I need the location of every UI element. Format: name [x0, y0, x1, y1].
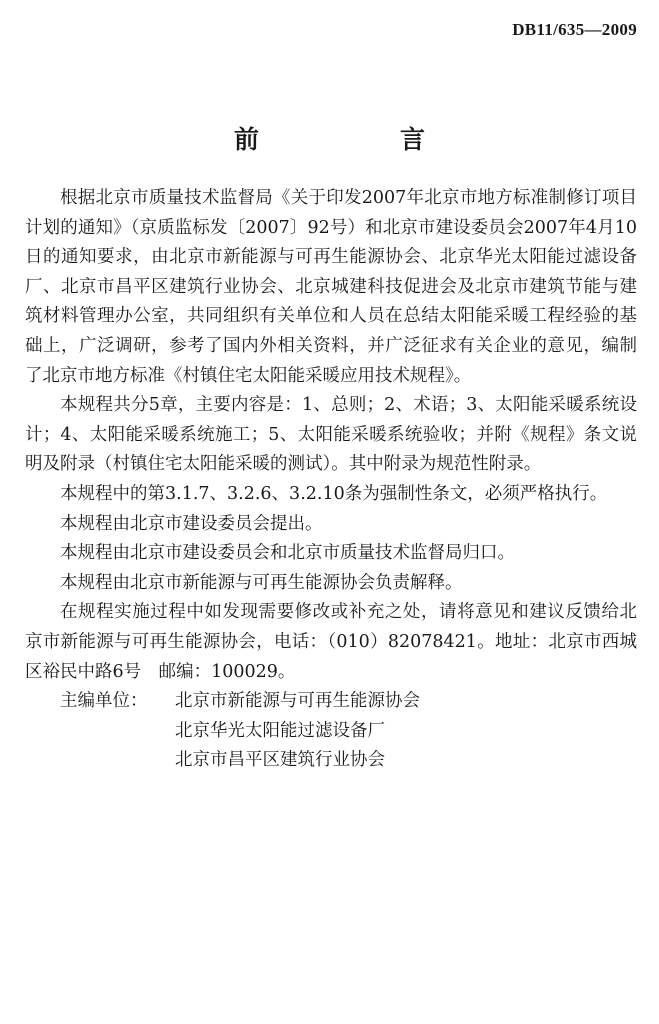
- paragraph-feedback-contact: 在规程实施过程中如发现需要修改或补充之处，请将意见和建议反馈给北京市新能源与可再生能源协会，电话：（010）82078421。地址：北京市西城区裕民中路6号 邮编：100029。: [25, 602, 637, 682]
- editor-label: 主编单位：: [60, 691, 148, 712]
- editor-name: 北京市新能源与可再生能源协会: [175, 691, 420, 712]
- editor-name: 北京华光太阳能过滤设备厂: [175, 720, 385, 741]
- foreword-body: [25, 184, 637, 776]
- editor-name: 北京市昌平区建筑行业协会: [175, 750, 385, 771]
- chief-editor-units: [25, 687, 637, 776]
- paragraph-contents: 本规程共分5章，主要内容是：1、总则；2、术语；3、太阳能采暖系统设计；4、太阳能采暖系统施工；5、太阳能采暖系统验收；并附《规程》条文说明及附录（村镇住宅太阳能采暖的测试）。其中附录为规范性附录。: [25, 395, 637, 475]
- editor-row: [25, 746, 637, 776]
- paragraph-interpreter: 本规程由北京市新能源与可再生能源协会负责解释。: [60, 572, 463, 593]
- paragraph-mandatory-clauses: 本规程中的第3.1.7、3.2.6、3.2.10条为强制性条文，必须严格执行。: [60, 483, 608, 504]
- paragraph-background: 根据北京市质量技术监督局《关于印发2007年北京市地方标准制修订项目计划的通知》（京质监标发〔2007〕92号）和北京市建设委员会2007年4月10日的通知要求，由北京市新能源与可再生能源协会、北京华光太阳能过滤设备厂、北京市昌平区建筑行业协会、北京城建科技促进会及北京市建筑节能与建筑材料管理办公室，共同组织有关单位和人员在总结太阳能采暖工程经验的基础上，广泛调研，参考了国内外相关资料，并广泛征求有关企业的意见，编制了北京市地方标准《村镇住宅太阳能采暖应用技术规程》。: [25, 188, 637, 386]
- editor-label-spacer: [25, 717, 175, 747]
- paragraph-administrator: 本规程由北京市建设委员会和北京市质量技术监督局归口。: [60, 543, 515, 564]
- editor-label-spacer: [25, 746, 175, 776]
- document-code: DB11/635—2009: [512, 20, 637, 39]
- editor-row: [25, 687, 637, 717]
- editor-row: [25, 717, 637, 747]
- page-title: 前 言: [233, 125, 483, 154]
- paragraph-proposer: 本规程由北京市建设委员会提出。: [60, 513, 323, 534]
